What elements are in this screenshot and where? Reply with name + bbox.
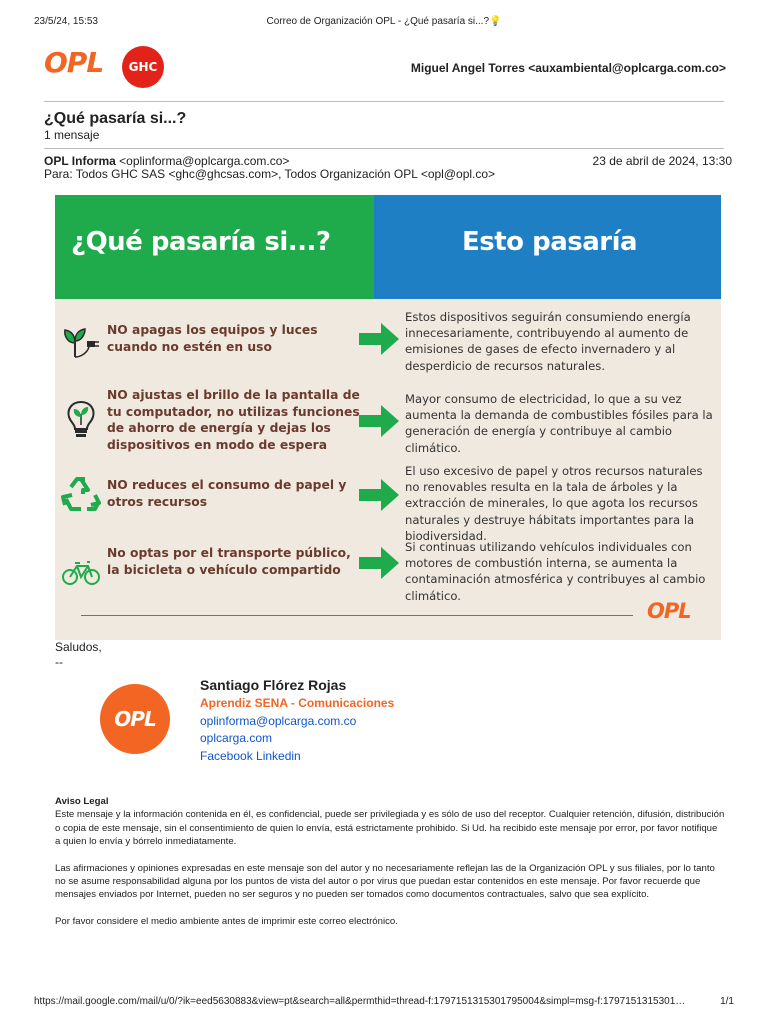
opl-logo: OPL [44,46,104,79]
infographic-row [55,385,721,459]
answer-heading: Esto pasaría [462,227,638,257]
signature-email-link[interactable]: oplinforma@oplcarga.com.co [200,713,357,728]
infographic [55,195,721,640]
recipients-line: Para: Todos GHC SAS <ghc@ghcsas.com>, Todos Organización OPL <opl@opl.co> [44,167,496,181]
lightbulb-leaf-icon [61,399,101,439]
row-answer: Estos dispositivos seguirán consumiendo energía innecesariamente, contribuyendo al aumento de emisiones de gases de efecto invernadero y al desperdicio de recursos naturales. [405,310,691,373]
account-user: Miguel Angel Torres <auxambiental@oplcarga.com.co> [410,61,726,75]
thread-subject: ¿Qué pasaría si...? [44,110,187,127]
recycle-icon [61,475,101,515]
signature-social-links[interactable]: Facebook Linkedin [200,748,301,763]
legal-paragraph: Este mensaje y la información contenida en él, es confidencial, puede ser privilegiada y es sólo de uso del receptor. Cualquier retención, difusión, distribución o copia de este mensaje, sin el consentimiento de quien lo envía, está estrictamente prohibido. Si Ud. ha recibido este mensaje por error, por favor notifique a quien lo envía y bórrelo inmediatamente. [55,809,725,848]
divider [44,101,724,102]
infographic-row [55,537,721,603]
signature-role: Aprendiz SENA - Comunicaciones [200,696,395,710]
ghc-logo: GHC [122,46,164,88]
signature-name: Santiago Flórez Rojas [200,677,347,693]
print-timestamp: 23/5/24, 15:53 [34,16,98,27]
sender-email[interactable]: <oplinforma@oplcarga.com.co> [119,154,290,168]
arrow-right-icon [359,323,399,355]
arrow-right-icon [359,479,399,511]
signature-website-link[interactable]: oplcarga.com [200,731,273,745]
infographic-divider [81,615,633,616]
legal-notice [55,795,725,941]
row-answer: El uso excesivo de papel y otros recursos naturales no renovables resulta en la tala de árboles y la extracción de minerales, lo que agota los recursos naturales y destruye hábitats importantes para la biodiversidad. [405,464,703,543]
signature-logo [100,684,170,754]
infographic-opl-logo: OPL [647,599,691,623]
legal-paragraph: Las afirmaciones y opiniones expresadas en este mensaje son del autor y no necesariamente reflejan las de la Organización OPL y sus filiales, por lo tanto no se asume responsabilidad alguna por los puntos de vista del autor o por virus que puedan estar contenidos en este mensaje. Por favor recuerde que mensajes enviados por Internet, pueden no ser seguros y no pueden ser tomados como documentos contractuales, salvo que sea explícito. [55,862,715,901]
row-answer: Si continuas utilizando vehículos individuales con motores de combustión interna, se aumenta la contaminación atmosférica y contribuyes al cambio climático. [405,540,706,603]
legal-paragraph: Por favor considere el medio ambiente antes de imprimir este correo electrónico. [55,915,398,927]
print-url: https://mail.google.com/mail/u/0/?ik=eed5630883&view=pt&search=all&permthid=thread-f:1797151315301795004&simpl=msg-f:179715131530​1… [34,996,686,1007]
signature-block [200,675,394,765]
signature-logo-text: OPL [114,707,156,731]
infographic-row [55,463,721,543]
divider [44,148,724,149]
sender-line [44,154,289,168]
row-answer: Mayor consumo de electricidad, lo que a su vez aumenta la demanda de combustibles fósiles para la generación de energía y contribuye al cambio climático. [405,392,713,455]
message-count: 1 mensaje [44,128,100,142]
sender-name: OPL Informa [44,154,116,168]
row-question: NO apagas los equipos y luces cuando no estén en uso [107,323,318,354]
legal-title: Aviso Legal [55,796,109,807]
print-title: Correo de Organización OPL - ¿Qué pasaría si...?💡 [266,16,502,27]
signature-separator: -- [55,655,63,669]
question-heading: ¿Qué pasaría si...? [71,227,331,257]
arrow-right-icon [359,547,399,579]
arrow-right-icon [359,405,399,437]
row-question: NO reduces el consumo de papel y otros recursos [107,478,347,509]
row-question: No optas por el transporte público, la bicicleta o vehículo compartido [107,546,351,577]
page-number: 1/1 [720,996,734,1007]
message-date: 23 de abril de 2024, 13:30 [592,154,732,168]
bicycle-icon [61,551,101,591]
infographic-header-answer [374,195,721,299]
infographic-row [55,307,721,371]
closing [55,640,102,670]
brand-header [44,44,726,92]
closing-greeting: Saludos, [55,640,102,654]
row-question: NO ajustas el brillo de la pantalla de tu computador, no utilizas funciones de ahorro de energía y dejas los dispositivos en modo de espera [107,388,360,452]
infographic-header-question [55,195,374,299]
plant-plug-icon [61,321,101,361]
